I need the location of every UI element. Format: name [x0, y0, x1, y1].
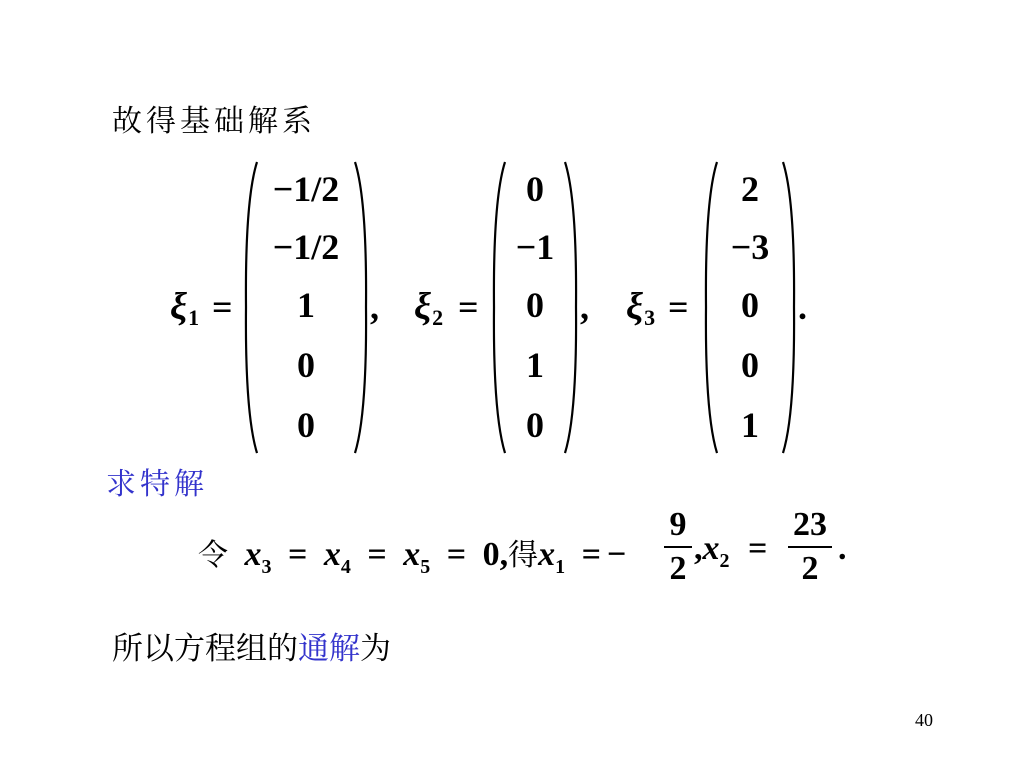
page-number: 40	[915, 710, 933, 730]
heading-fundamental-system: 故得基础解系	[112, 104, 316, 139]
vector-2-entry-3: 0	[526, 285, 544, 325]
vector-2-entry-1: 0	[526, 169, 544, 209]
fraction-1-denominator: 2	[669, 550, 687, 587]
vector-3-matrix	[704, 160, 796, 455]
var-x2	[702, 530, 730, 572]
xi-3-equals: =	[668, 287, 689, 327]
vector-2-matrix	[492, 160, 578, 455]
vector-3-entry-2: −3	[730, 227, 770, 267]
var-x3-subscript: 3	[261, 556, 272, 578]
xi-2-subscript: 2	[432, 305, 444, 330]
vector-1-entry-5: 0	[297, 405, 315, 445]
xi-3-subscript: 3	[644, 305, 656, 330]
comma-2: ,	[694, 530, 703, 567]
vector-3-entry-5: 1	[741, 405, 759, 445]
general-highlight: 通解	[298, 631, 360, 667]
xi-1-symbol: ξ	[170, 286, 188, 328]
particular-solution-line	[198, 530, 627, 578]
let-word: 令	[198, 538, 228, 573]
equals-1: =	[288, 536, 308, 573]
vector-1-entry-2: −1/2	[272, 227, 340, 267]
vector-2-entry-5: 0	[526, 405, 544, 445]
vector-3-entry-4: 0	[741, 345, 759, 385]
xi-1-subscript: 1	[188, 305, 200, 330]
var-x4-subscript: 4	[340, 556, 351, 578]
equals-3: =	[446, 536, 467, 573]
var-x3-letter: x	[244, 536, 262, 573]
vector-1-entry-3: 1	[297, 285, 315, 325]
vector-3-entry-3: 0	[741, 285, 759, 325]
xi-3-label	[626, 285, 655, 329]
fraction-nine-halves	[664, 506, 692, 588]
var-x1-letter: x	[538, 536, 556, 573]
var-x5	[403, 536, 431, 578]
minus-sign: −	[607, 536, 627, 573]
vector-3-entry-1: 2	[741, 169, 759, 209]
vector-1-entry-1: −1/2	[272, 169, 340, 209]
vector-1-matrix	[244, 160, 368, 455]
fraction-1-numerator: 9	[669, 506, 687, 543]
heading-particular-solution: 求特解	[106, 467, 208, 502]
xi-1-label	[170, 285, 199, 329]
var-x5-letter: x	[403, 536, 421, 573]
var-x5-subscript: 5	[420, 556, 431, 578]
vector-2-entry-4: 1	[526, 345, 544, 385]
fraction-2-numerator: 23	[793, 506, 827, 543]
general-suffix: 为	[360, 631, 391, 667]
zero-value: 0,	[482, 536, 509, 573]
var-x4	[323, 536, 351, 578]
var-x2-letter: x	[702, 530, 720, 567]
fraction-1-bar	[664, 546, 692, 548]
de-word: 得	[508, 538, 539, 573]
xi-2-equals: =	[458, 287, 479, 327]
vector-2-entry-2: −1	[515, 227, 555, 267]
fraction-2-denominator: 2	[801, 550, 819, 587]
var-x2-subscript: 2	[719, 550, 730, 572]
var-x1-subscript: 1	[555, 556, 566, 578]
general-solution-line	[112, 623, 391, 668]
fraction-twenty-three-halves	[788, 506, 832, 588]
vector-2-comma: ,	[580, 287, 589, 327]
vector-3-period: .	[798, 287, 807, 327]
vector-1-comma: ,	[370, 287, 379, 327]
particular-solution-line-2	[694, 530, 768, 572]
general-prefix: 所以方程组的	[112, 631, 298, 667]
xi-1-equals: =	[212, 287, 233, 327]
xi-2-symbol: ξ	[414, 286, 432, 328]
equals-2: =	[367, 536, 387, 573]
equals-4: =	[581, 536, 601, 573]
var-x3	[244, 536, 272, 578]
final-period: .	[838, 530, 847, 567]
xi-2-label	[414, 285, 443, 329]
fraction-2-bar	[788, 546, 832, 548]
equals-5: =	[748, 530, 768, 567]
var-x4-letter: x	[323, 536, 341, 573]
var-x1	[538, 536, 566, 578]
vector-1-entry-4: 0	[297, 345, 315, 385]
xi-3-symbol: ξ	[626, 286, 644, 328]
